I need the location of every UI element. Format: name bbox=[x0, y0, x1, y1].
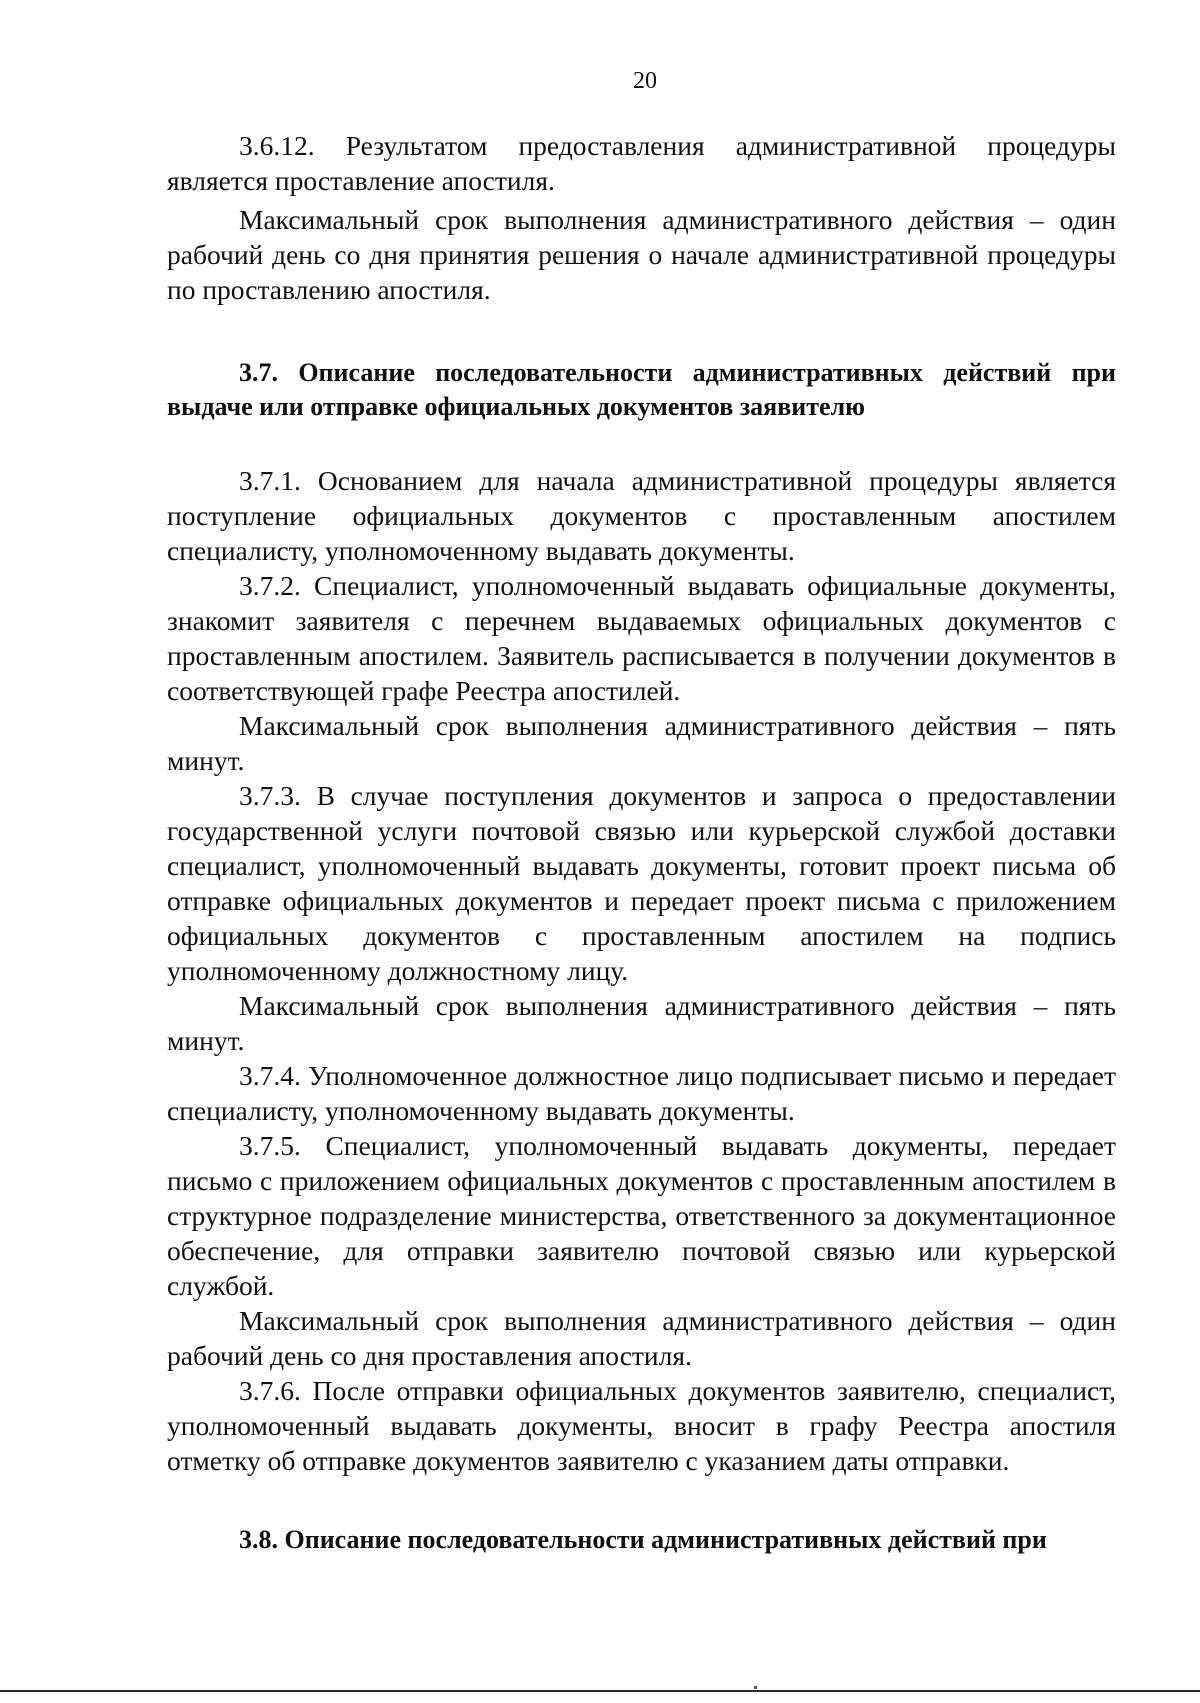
paragraph-3-7-2: 3.7.2. Специалист, уполномоченный выдавать официальные документы, знакомит заявителя с перечнем выдаваемых официальных документов с проставленным апостилем. Заявитель расписывается в получении документов в соответствующей графе Реестра апостилей. bbox=[167, 570, 1116, 706]
paragraph-3-7-6: 3.7.6. После отправки официальных документов заявителю, специалист, уполномоченный выдавать документы, вносит в графу Реестра апостиля отметку об отправке документов заявителю с указанием даты отправки. bbox=[167, 1375, 1116, 1476]
paragraph-3-7-3: 3.7.3. В случае поступления документов и запроса о предоставлении государственной услуги почтовой связью или курьерской службой доставки специалист, уполномоченный выдавать документы, готовит проект письма об отправке официальных документов и передает проект письма с приложением официальных документов с проставленным апостилем на подпись уполномоченному должностному лицу. bbox=[167, 780, 1116, 986]
section-heading-3-8: 3.8. Описание последовательности административных действий при bbox=[239, 1525, 1047, 1554]
scan-artifact-dot bbox=[754, 1686, 757, 1689]
paragraph-3-6-12: 3.6.12. Результатом предоставления административной процедуры является проставление апостиля. bbox=[167, 130, 1116, 196]
paragraph-deadline-3: Максимальный срок выполнения административного действия – пять минут. bbox=[167, 990, 1116, 1056]
scan-bottom-edge bbox=[0, 1690, 1200, 1692]
paragraph-3-7-4: 3.7.4. Уполномоченное должностное лицо подписывает письмо и передает специалисту, уполномоченному выдавать документы. bbox=[167, 1060, 1116, 1126]
paragraph-3-7-1: 3.7.1. Основанием для начала административной процедуры является поступление официальных документов с проставленным апостилем специалисту, уполномоченному выдавать документы. bbox=[167, 465, 1116, 566]
page-number: 20 bbox=[633, 68, 657, 94]
paragraph-deadline-4: Максимальный срок выполнения административного действия – один рабочий день со дня проставления апостиля. bbox=[167, 1305, 1116, 1371]
paragraph-deadline-2: Максимальный срок выполнения административного действия – пять минут. bbox=[167, 710, 1116, 776]
document-body bbox=[167, 128, 1116, 1557]
paragraph-deadline-1: Максимальный срок выполнения административного действия – один рабочий день со дня принятия решения о начале административной процедуры по проставлению апостиля. bbox=[167, 204, 1116, 305]
paragraph-3-7-5: 3.7.5. Специалист, уполномоченный выдавать документы, передает письмо с приложением официальных документов с проставленным апостилем в структурное подразделение министерства, ответственного за документационное обеспечение, для отправки заявителю почтовой связью или курьерской службой. bbox=[167, 1130, 1116, 1301]
section-heading-3-7: 3.7. Описание последовательности административных действий при выдаче или отправке официальных документов заявителю bbox=[167, 358, 1116, 421]
